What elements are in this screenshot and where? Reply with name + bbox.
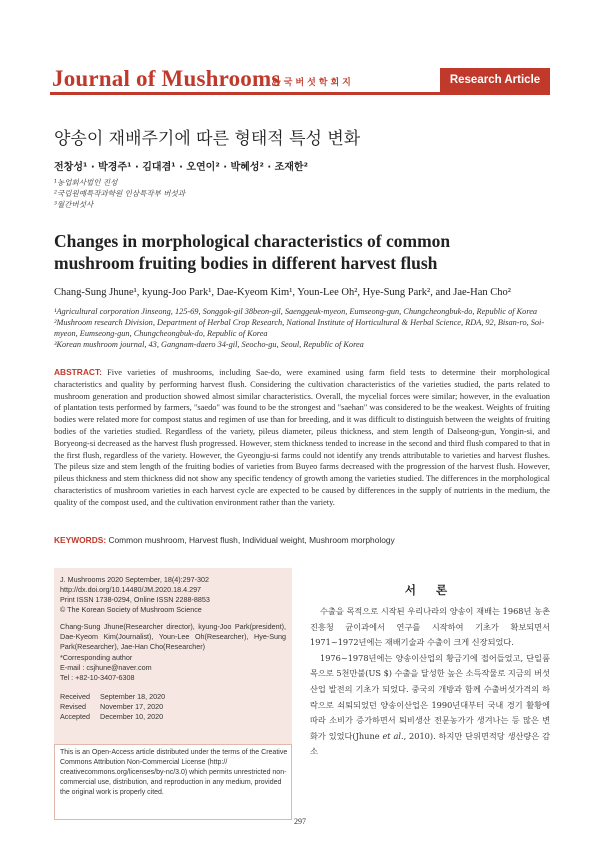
page-number: 297 [294,817,306,826]
header-rule [50,92,550,95]
journal-korean-title: 한국버섯학회지 [272,78,354,88]
english-affiliations [54,306,550,350]
abstract-label: ABSTRACT: [54,367,102,377]
date-value: September 18, 2020 [100,692,166,701]
intro-text: , 2010). 하지만 단위면적당 생산량은 감소 [310,730,550,757]
date-label: Revised [60,702,86,712]
citation-etal: et al. [382,730,404,741]
korean-affiliation: ¹농업회사법인 진성 [54,178,118,187]
english-affiliation: ²Mushroom research Division, Department of Herbal Crop Research, National Institute of Horticultural & Herbal Science, RDA, 92, Bisan-ro, Soi-myeon, Eumseong-gun, Chungcheongbuk-do, Republic of Korea [54,318,545,338]
introduction-body [310,604,550,760]
date-label: Received [60,692,90,701]
english-affiliation: ¹Agricultural corporation Jinseong, 125-69, Songgok-gil 38beon-gil, Saenggeuk-myeon, Eumseong-gun, Chungcheongbuk-do, Republic of Korea [54,307,538,316]
article-dates [60,692,286,722]
abstract-text: Five varieties of mushrooms, including Sae-do, were examined using farm field tests to determine their morphological characteristics and quality by performing harvest flush. Considering the cultivation characteristics of the varieties studied, the parts related to mushroom generation and production showed almost similar characteristics. Overall, the mycelial forces were similar; however, in the evaluation of plantation tests performed by farmers, "saedo" was found to be the strongest and "saehan" was considered to be the weakest. Weights of fruiting bodies were related more for compost status and regimen of use than for breeding, and it was difficult to distinguish between the weights of fruiting bodies of the varieties studied. Regardless of the variety, pileus diameter, pileus thickness, and stem length of Dalseong-gun, Yongin-si, and Boryeong-si decreased as the harvest flush progressed. However, stem thickness tended to increase in the second and third flush compared to that in the first flush, regardless of the variety. However, the Gyeongju-si farms could not identify any trends attributable to varieties and harvest flushes. The pileus size and stem length of the fruiting bodies of varieties from Buyeo farms decreased with the progression of the harvest flush. However, pileus thickness and stem thickness did not show any specific tendency of growth among the varieties studied. The differences in the morphological characteristics of mushroom varieties in each harvest cycle are expected to be caused by differences in the supply of nutrients in the medium, the quality of the compost used, and the cultivation environment rather than the variety. [54,368,551,507]
license-text: This is an Open-Access article distributed under the terms of the Creative Commons Attribution Non-Commercial License (http:// creativecommons.org/licenses/by-nc/3.0) which permits unrestricted non-commercial use, distribution, and reproduction in any medium, provided the original work is properly cited. [60,749,288,796]
date-label: Accepted [60,712,90,722]
intro-paragraph [310,651,550,760]
date-value: December 10, 2020 [100,712,164,722]
author-roles: Chang-Sung Jhune(Researcher director), kyung-Joo Park(president), Dae-Kyeom Kim(Journalist), Youn-Lee Oh(Researcher), Hye-Sung Park(Researcher), Jae-Han Cho(Researcher) [60,622,286,652]
english-authors: Chang-Sung Jhune¹, kyung-Joo Park¹, Dae-Kyeom Kim¹, Youn-Lee Oh², Hye-Sung Park², and Jae-Han Cho² [54,287,511,298]
corresponding-email[interactable]: E-mail : csjhune@naver.com [60,663,152,673]
english-affiliation: ³Korean mushroom journal, 43, Gangnam-daero 34-gil, Seocho-gu, Seoul, Republic of Korea [54,340,364,349]
article-type-badge: Research Article [440,68,550,92]
keywords-text: Common mushroom, Harvest flush, Individual weight, Mushroom morphology [108,535,395,545]
corresponding-author [60,653,286,683]
date-value: November 17, 2020 [100,702,164,712]
corresponding-phone: Tel : +82-10-3407-6308 [60,673,135,683]
doi-link[interactable]: http://dx.doi.org/10.14480/JM.2020.18.4.297 [60,585,202,595]
intro-text: 1976~1978년에는 양송이산업의 황금기에 접어들었고, 단일품목으로 5천만불(US $) 수출을 달성한 높은 소득작물로 지금의 버섯산업 발전의 기초가 되었다. 중국의 개방과 함께 수출버섯가격의 하락으로 쇠퇴되었던 양송이산업은 1990년대부터 국내 경기 활황에 따라 소비가 증가하면서 퇴비생산 전문농가가 생겨나는 등 많은 변화가 있었다(Jhune [310,652,550,741]
korean-authors: 전창성¹ · 박경주¹ · 김대겸¹ · 오연이² · 박혜성² · 조재한² [54,162,308,173]
date-row-accepted [60,712,286,722]
date-row-revised [60,702,286,712]
keywords-label: KEYWORDS: [54,535,107,545]
citation-line: Print ISSN 1738-0294, Online ISSN 2288-8853 [60,595,210,605]
korean-affiliation: ³월간버섯사 [54,200,94,209]
korean-affiliation: ²국립원예특작과학원 인삼특작부 버섯과 [54,189,185,198]
journal-title: Journal of Mushrooms [52,66,281,91]
abstract [54,367,550,509]
section-heading-introduction: 서 론 [404,583,456,597]
citation-info [60,575,286,615]
intro-paragraph: 수출을 목적으로 시작된 우리나라의 양송이 재배는 1968년 농촌진흥청 균이과에서 연구를 시작하여 기초가 확보되면서 1971~1972년에는 재배기술과 수출이 크게 신장되었다. [310,606,550,648]
date-row-received [60,692,286,702]
keywords [54,535,550,545]
korean-title: 양송이 재배주기에 따른 형태적 특성 변화 [54,129,361,149]
citation-line: J. Mushrooms 2020 September, 18(4):297-302 [60,575,210,584]
corresponding-label: *Corresponding author [60,653,133,662]
citation-line: © The Korean Society of Mushroom Science [60,605,202,615]
english-title: Changes in morphological characteristics of common mushroom fruiting bodies in different harvest flush [54,231,451,273]
